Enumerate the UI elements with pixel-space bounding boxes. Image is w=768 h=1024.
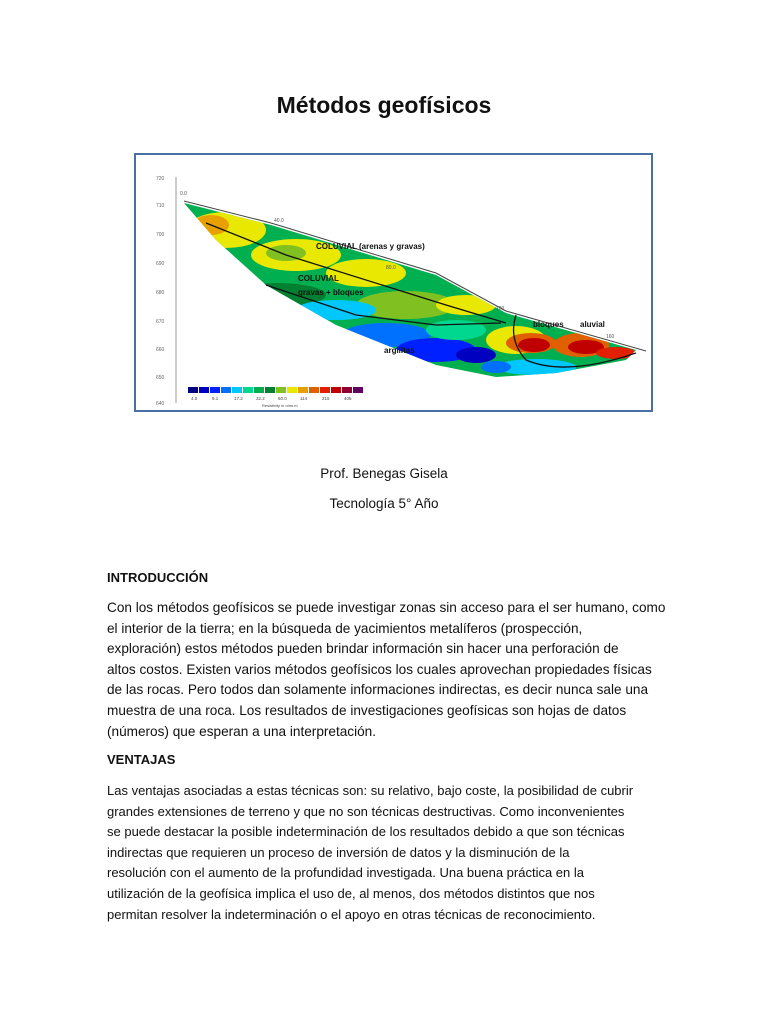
legend-value: 114 bbox=[300, 396, 308, 401]
paragraph-line: el interior de la tierra; en la búsqueda de yacimientos metalíferos (prospección, bbox=[107, 620, 583, 636]
author-name: Prof. Benegas Gisela bbox=[320, 466, 448, 481]
page-title: Métodos geofísicos bbox=[276, 92, 492, 118]
intro-paragraph bbox=[107, 598, 667, 742]
legend-value: 32.2 bbox=[256, 396, 265, 401]
legend-swatch bbox=[320, 387, 330, 393]
y-tick: 660 bbox=[156, 347, 165, 353]
legend-caption: Resistivity in ohm.m bbox=[262, 403, 298, 408]
y-tick: 650 bbox=[156, 375, 165, 381]
y-tick: 680 bbox=[156, 290, 165, 296]
y-tick: 700 bbox=[156, 232, 165, 238]
label-coluvial-top: COLUVIAL (arenas y gravas) bbox=[316, 242, 425, 251]
legend-swatch bbox=[298, 387, 308, 393]
paragraph-line: Con los métodos geofísicos se puede investigar zonas sin acceso para el ser humano, como bbox=[107, 600, 666, 615]
legend-swatch bbox=[199, 387, 209, 393]
point-label: 40.0 bbox=[274, 218, 284, 224]
legend-swatch bbox=[331, 387, 341, 393]
legend-swatch bbox=[276, 387, 286, 393]
section-heading-introduccion: INTRODUCCIÓN bbox=[107, 570, 209, 585]
point-label: 120 bbox=[496, 306, 505, 312]
legend-swatch bbox=[287, 387, 297, 393]
label-bloques: bloques bbox=[533, 320, 564, 329]
paragraph-line: (números) que esperan a una interpretación. bbox=[107, 723, 377, 739]
legend-value: 9.1 bbox=[212, 396, 219, 401]
paragraph-line: exploración) estos métodos pueden brindar información sin hacer una perforación de bbox=[107, 641, 619, 657]
legend-swatch bbox=[232, 387, 242, 393]
point-label: 0.0 bbox=[180, 191, 187, 197]
y-tick: 690 bbox=[156, 261, 165, 267]
label-aluvial: aluvial bbox=[580, 320, 605, 329]
resistivity-profile-figure bbox=[134, 153, 653, 412]
point-label: 160 bbox=[606, 334, 615, 340]
label-coluvial-mid-sub: gravas + bloques bbox=[298, 288, 364, 297]
section-heading-ventajas: VENTAJAS bbox=[107, 752, 176, 767]
paragraph-line: se puede destacar la posible indeterminación de los resultados debido a que son técnicas bbox=[107, 824, 625, 840]
legend-swatch bbox=[243, 387, 253, 393]
legend-swatch bbox=[254, 387, 264, 393]
label-argilitas: argilitas bbox=[384, 346, 415, 355]
legend-swatch bbox=[309, 387, 319, 393]
paragraph-line: utilización de la geofísica implica el uso de, al menos, dos métodos distintos que nos bbox=[107, 885, 595, 901]
ventajas-paragraph bbox=[107, 781, 667, 925]
legend-value: 215 bbox=[322, 396, 330, 401]
paragraph-line: grandes extensiones de terreno y que no son técnicas destructivas. Como inconvenientes bbox=[107, 803, 625, 819]
paragraph-line: resolución con el aumento de la profundidad investigada. Una buena práctica en la bbox=[107, 865, 584, 881]
legend-value: 405 bbox=[344, 396, 352, 401]
paragraph-line: muestra de una roca. Los resultados de investigaciones geofísicas son hojas de datos bbox=[107, 702, 627, 718]
label-coluvial-mid: COLUVIAL bbox=[298, 274, 339, 283]
course-name: Tecnología 5° Año bbox=[329, 496, 439, 511]
paragraph-line: permitan resolver la indeterminación o el apoyo en otras técnicas de reconocimiento. bbox=[107, 906, 596, 922]
y-tick: 720 bbox=[156, 176, 165, 182]
legend-swatch bbox=[342, 387, 352, 393]
paragraph-line: de las rocas. Pero todos dan solamente informaciones indirectas, es decir nunca sale una bbox=[107, 682, 649, 698]
paragraph-line: altos costos. Existen varios métodos geofísicos los cuales aprovechan propiedades físicas bbox=[107, 661, 652, 677]
paragraph-line: Las ventajas asociadas a estas técnicas son: su relativo, bajo coste, la posibilidad de cubrir bbox=[107, 783, 634, 798]
legend-swatch bbox=[210, 387, 220, 393]
legend-swatch bbox=[265, 387, 275, 393]
y-tick: 710 bbox=[156, 203, 165, 209]
y-tick: 640 bbox=[156, 401, 165, 407]
resistivity-section-svg bbox=[136, 155, 651, 410]
legend-swatch bbox=[221, 387, 231, 393]
legend-swatch bbox=[353, 387, 363, 393]
point-label: 80.0 bbox=[386, 265, 396, 271]
legend-value: 60.0 bbox=[278, 396, 287, 401]
y-tick: 670 bbox=[156, 319, 165, 325]
color-scale-legend bbox=[188, 387, 363, 408]
legend-swatch bbox=[188, 387, 198, 393]
legend-value: 17.2 bbox=[234, 396, 243, 401]
paragraph-line: indirectas que requieren un proceso de inversión de datos y la disminución de la bbox=[107, 844, 570, 860]
resistivity-body bbox=[176, 195, 646, 385]
legend-value: 4.0 bbox=[191, 396, 198, 401]
